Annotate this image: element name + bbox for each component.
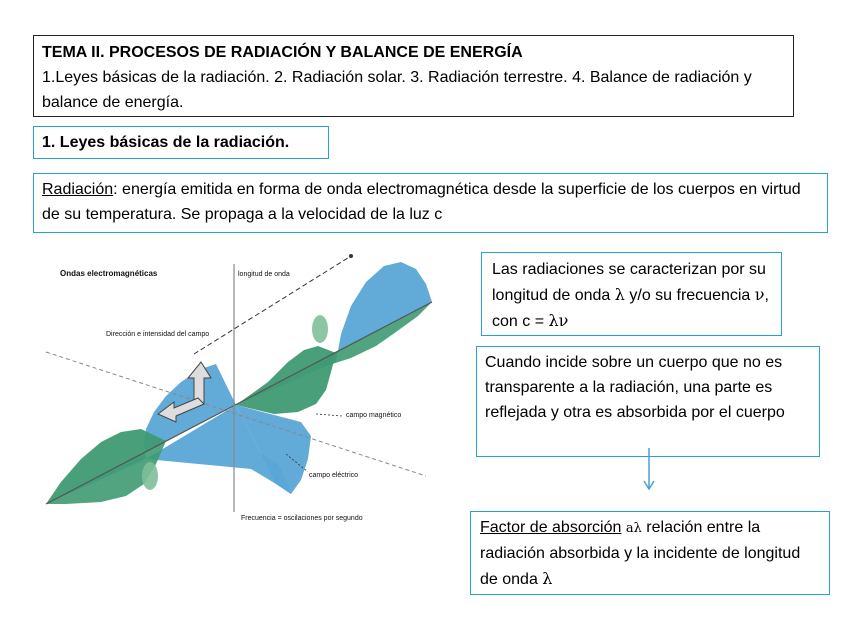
section-heading-box bbox=[33, 126, 329, 159]
absorption-text: relación entre la radiación absorbida y la incidente de longitud de onda bbox=[480, 519, 801, 588]
electric-lobe-3 bbox=[236, 262, 432, 405]
absorption-lambda: λ bbox=[542, 569, 553, 588]
propagation-axis bbox=[46, 302, 432, 504]
magnetic-label: campo magnético bbox=[346, 412, 402, 419]
formula-symbol: λν bbox=[548, 311, 569, 330]
magnetic-pointer bbox=[316, 414, 342, 416]
page-subtitle: 1.Leyes básicas de la radiación. 2. Radiación solar. 3. Radiación terrestre. 4. Balance de radiación y balance de energía. bbox=[42, 69, 752, 111]
characterize-text-2: y/o su frecuencia bbox=[624, 287, 755, 304]
wavelength-label-line: longitud de onda bbox=[238, 271, 290, 278]
definition-term: Radiación bbox=[42, 181, 114, 198]
down-arrow-icon bbox=[642, 446, 656, 492]
frequency-label: Frecuencia = oscilaciones por segundo bbox=[241, 515, 363, 522]
characterize-text-3: , con c = bbox=[492, 287, 769, 330]
absorption-term: Factor de absorción bbox=[480, 519, 622, 536]
section-heading: 1. Leyes básicas de la radiación. bbox=[42, 134, 290, 151]
definition-box bbox=[33, 173, 828, 233]
absorption-symbol: aλ bbox=[625, 521, 642, 536]
incidence-text: Cuando incide sobre un cuerpo que no es transparente a la radiación, una parte es reflejada y otra es absorbida por el cuerpo bbox=[485, 354, 785, 421]
characterize-text-1: Las radiaciones se caracterizan por su longitud de onda bbox=[492, 261, 766, 304]
lambda-symbol: λ bbox=[614, 285, 625, 304]
nu-symbol: ν bbox=[754, 285, 765, 304]
electric-label: campo eléctrico bbox=[309, 472, 359, 479]
title-box bbox=[33, 35, 794, 117]
figure-title: Ondas electromagnéticas bbox=[60, 269, 158, 278]
em-wave-figure bbox=[46, 254, 432, 522]
wavelength-end bbox=[349, 254, 353, 258]
wave-tip-2 bbox=[142, 462, 158, 490]
incidence-callout bbox=[476, 346, 820, 457]
page-title: TEMA II. PROCESOS DE RADIACIÓN Y BALANCE DE ENERGÍA bbox=[42, 44, 523, 61]
wave-tip-1 bbox=[312, 315, 328, 343]
absorption-callout bbox=[470, 511, 830, 595]
characterize-callout bbox=[481, 252, 782, 336]
wavelength-label bbox=[238, 271, 290, 278]
direction-label: Dirección e intensidad del campo bbox=[106, 331, 210, 338]
definition-text: : energía emitida en forma de onda electromagnética desde la superficie de los cuerpos en virtud de su temperatura. Se propaga a la velocidad de la luz c bbox=[42, 181, 801, 223]
em-wave-diagram bbox=[46, 254, 432, 522]
